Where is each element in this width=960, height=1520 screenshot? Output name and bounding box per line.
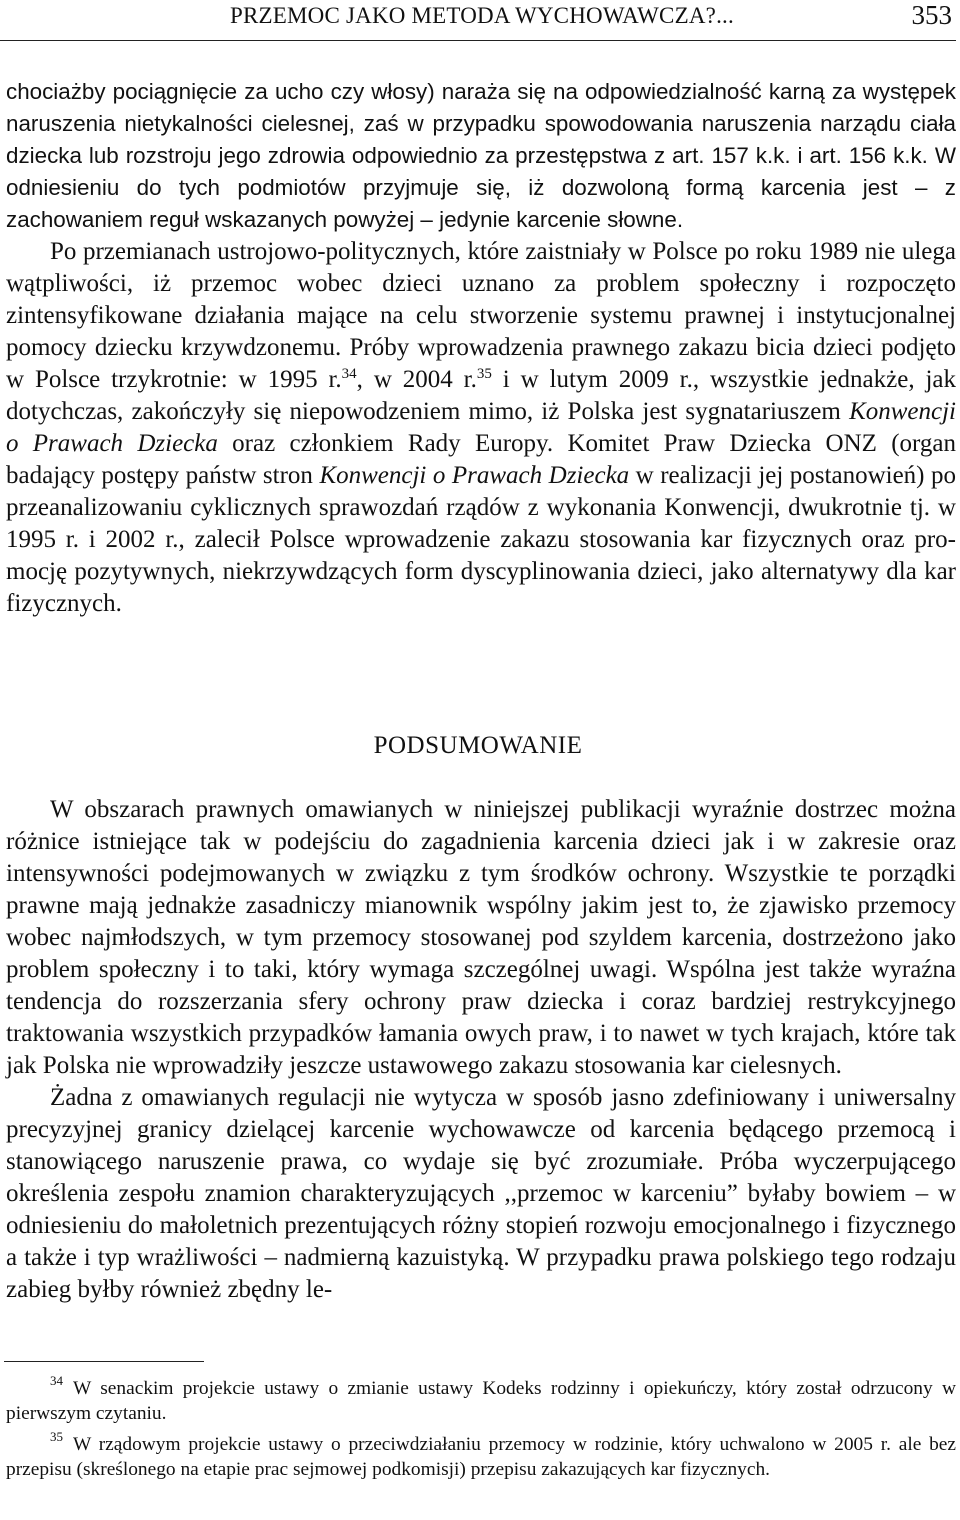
footnote-34 [6,1372,956,1426]
italic-title: Konwencji o Prawach Dziecka [319,462,630,489]
footnote-text: W rządowym projekcie ustawy o przeciwdziałaniu przemocy w rodzinie, który uchwalono w 2005 r. ale bez przepisu (skreślonego na etapie prac sejmowej podkomisji) przepisu zakazujących kar fizycznych. [6,1434,956,1480]
summary-paragraph-2: Żadna z omawianych regulacji nie wytycza w sposób jasno zdefiniowany i uniwersalny precyzyjnej granicy dzielącej karcenie wychowawcze od karcenia będącego przemocą i stanowiącego naruszenie prawa, co wydaje się być zrozumiałe. Próba wyczerpującego określenia zespołu znamion charakteryzujących ,,przemoc w karceniu” byłaby bowiem – w odniesieniu do małoletnich prezentujących różny stopień rozwoju emocjonalnego i fizycznego a także i typ wrażliwości – nadmierną kazuistyką. W przypadku prawa polskiego tego rodzaju zabieg byłby również zbędny le- [6,1084,956,1303]
running-head [0,0,956,41]
summary-paragraph-1: W obszarach prawnych omawianych w niniejszej publikacji wyraźnie dostrzec można różnice istniejące tak w podejściu do zagadnienia karcenia dzieci jak i w zakresie oraz intensywności podejmowanych w związku z tym środków ochrony. Wszystkie te porządki prawne mają jednakże zasadniczy mianownik wspólny jakim jest to, że zjawisko przemocy wobec najmłodszych, w tym przemocy stosowanej pod szyldem karcenia, dostrzeżono jako problem społeczny i to taki, który wymaga szczególnej uwagi. Wspólna jest także wyraźna tendencja do rozszerzania sfery ochrony praw dziecka i coraz bardziej restrykcyjnego traktowania wszystkich przypadków łamania owych praw, i to nawet w tych krajach, które tak jak Polska nie wprowadziły jeszcze ustawowego zakazu stosowania kar cielesnych. [6,796,956,1079]
paragraph-text: Po przemianach ustrojowo-politycznych, które zaistniały w Polsce po roku 1989 nie ulega wątpliwości, iż przemoc wobec dzieci uznano za problem społeczny i rozpoczęto zintensyfikowane działania mające na celu stworzenie systemu prawnej i instytucjonalnej pomocy dziecku krzywdzonemu. Próby wprowadzenia prawnego zakazu bicia dzieci podjęto w Polsce trzykrotnie: w 1995 r. [6,238,956,393]
footnote-mark: 34 [50,1372,63,1388]
footnotes [6,1372,956,1488]
footnote-35 [6,1428,956,1482]
paragraph-text: w realizacji jej postanowień) po przeanalizowaniu cyklicznych sprawozdań rządów z wykonania Konwencji, dwukrotnie tj. w 1995 r. i 2002 r., zalecił Polsce wprowadzenie zakazu stosowania kar fizycznych oraz promocję pozytywnych, niekrzywdzących form dyscyplinowania dzieci, jako alternatywy dla kar fizycznych. [6,462,956,617]
footnote-ref-34[interactable]: 34 [341,366,357,382]
paragraph-text: oraz członkiem Rady Europy. Komitet Praw Dziecka ONZ (organ badający postępy państw stron [6,430,956,489]
paragraph-text: , w 2004 r. [356,366,477,393]
continued-paragraph: chociażby pociągnięcie za ucho czy włosy) naraża się na odpowiedzialność karną za występek naruszenia nietykalności cielesnej, zaś w przypadku spowodowania naruszenia narządu ciała dziecka lub rozstroju jego zdrowia odpowiednio za przestępstwa z art. 157 k.k. i art. 156 k.k. W odniesieniu do tych podmiotów przyjmuje się, iż dozwoloną formą karcenia jest – z zachowaniem reguł wskazanych powyżej – jedynie karcenie słowne. [6,79,956,232]
paragraph-reforms [6,236,956,620]
page-number: 353 [911,0,952,30]
paragraph-text: i w lutym 2009 r., wszystkie jednakże, jak dotychczas, zakończyły się niepowodzeniem mimo, iż Polska jest sygnatariuszem [6,366,957,425]
running-head-title: PRZEMOC JAKO METODA WYCHOWAWCZA?... [230,3,734,28]
footnote-divider [4,1361,204,1362]
section-heading: PODSUMOWANIE [373,732,583,759]
footnote-ref-35[interactable]: 35 [476,366,492,382]
footnote-mark: 35 [50,1428,63,1444]
body-text-summary [6,794,956,1306]
body-text-top [6,76,956,620]
footnote-text: W senackim projekcie ustawy o zmianie ustawy Kodeks rodzinny i opiekuńczy, który został odrzucony w pierwszym czytaniu. [6,1378,956,1424]
italic-title: Konwencji o Prawach Dziecka [6,398,956,457]
